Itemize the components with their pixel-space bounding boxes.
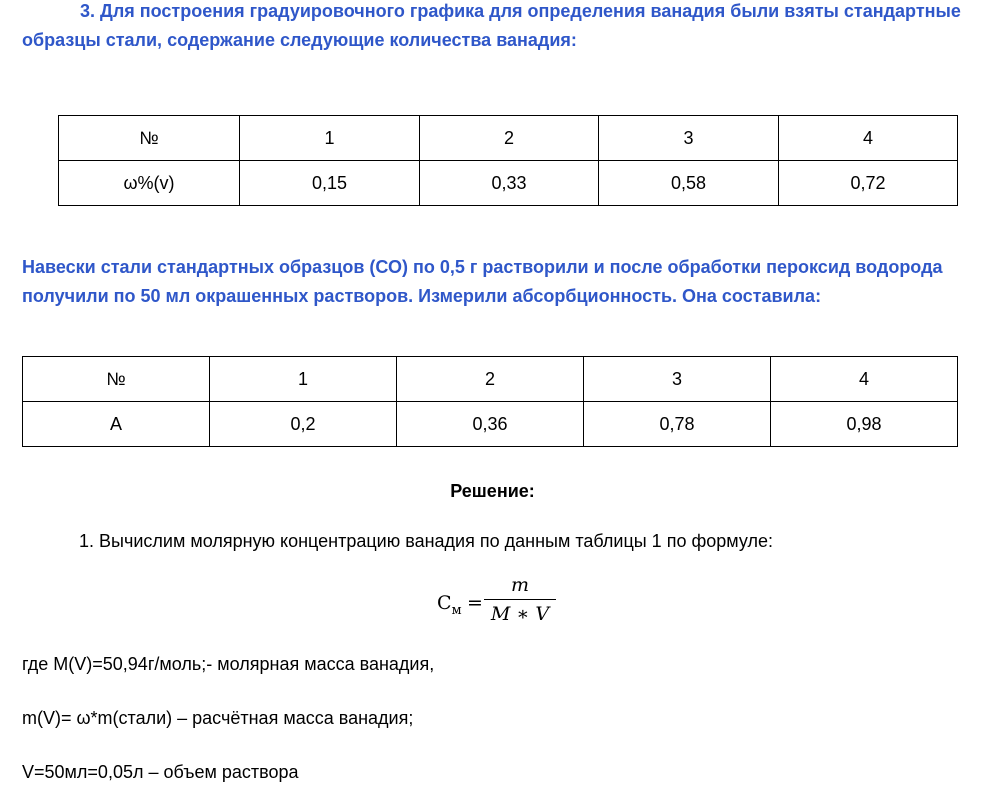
table-header-cell: № [59,116,240,161]
formula-lhs-symbol: C [437,592,452,614]
table-cell: А [23,402,210,447]
solution-heading: Решение: [450,481,535,501]
table-cell: ω%(v) [59,161,240,206]
formula-denominator: M ∗ V [490,603,550,625]
table-row [23,357,958,402]
table-header-cell: 4 [771,357,958,402]
table-header-cell: 2 [420,116,599,161]
table-header-cell: 2 [397,357,584,402]
vanadium-mass-line: m(V)= ω*m(стали) – расчётная масса ванадия; [22,708,414,728]
table-row [59,161,958,206]
volume-line: V=50мл=0,05л – объем раствора [22,762,299,782]
table-row [23,402,958,447]
absorbance-table [22,356,958,447]
table-header-cell: 1 [210,357,397,402]
vanadium-content-table [58,115,958,206]
formula-lhs [437,592,462,618]
table-cell: 0,15 [240,161,420,206]
formula-numerator: m [510,574,530,596]
table-cell: 0,36 [397,402,584,447]
table-cell: 0,98 [771,402,958,447]
formula-equals: = [467,592,483,614]
table-row [59,116,958,161]
table-cell: 0,72 [779,161,958,206]
weights-paragraph: Навески стали стандартных образцов (СО) по 0,5 г растворили и после обработки пероксид водорода получили по 50 мл окрашенных растворов. Измерили абсорбционность. Она составила: [22,257,943,306]
table-header-cell: 1 [240,116,420,161]
table-header-cell: № [23,357,210,402]
table-header-cell: 3 [584,357,771,402]
step-1-text: 1. Вычислим молярную концентрацию ванадия по данным таблицы 1 по формуле: [79,531,773,551]
molar-mass-line: где М(V)=50,94г/моль;- молярная масса ванадия, [22,654,435,674]
formula-lhs-subscript: м [451,602,462,618]
table-cell: 0,58 [599,161,779,206]
fraction-bar [484,599,556,600]
table-header-cell: 4 [779,116,958,161]
table-cell: 0,78 [584,402,771,447]
table-cell: 0,2 [210,402,397,447]
formula-fraction [484,572,556,626]
task-heading: 3. Для построения градуировочного графика для определения ванадия были взяты стандартные образцы стали, содержание следующие количества ванадия: [22,1,961,50]
table-header-cell: 3 [599,116,779,161]
table-cell: 0,33 [420,161,599,206]
